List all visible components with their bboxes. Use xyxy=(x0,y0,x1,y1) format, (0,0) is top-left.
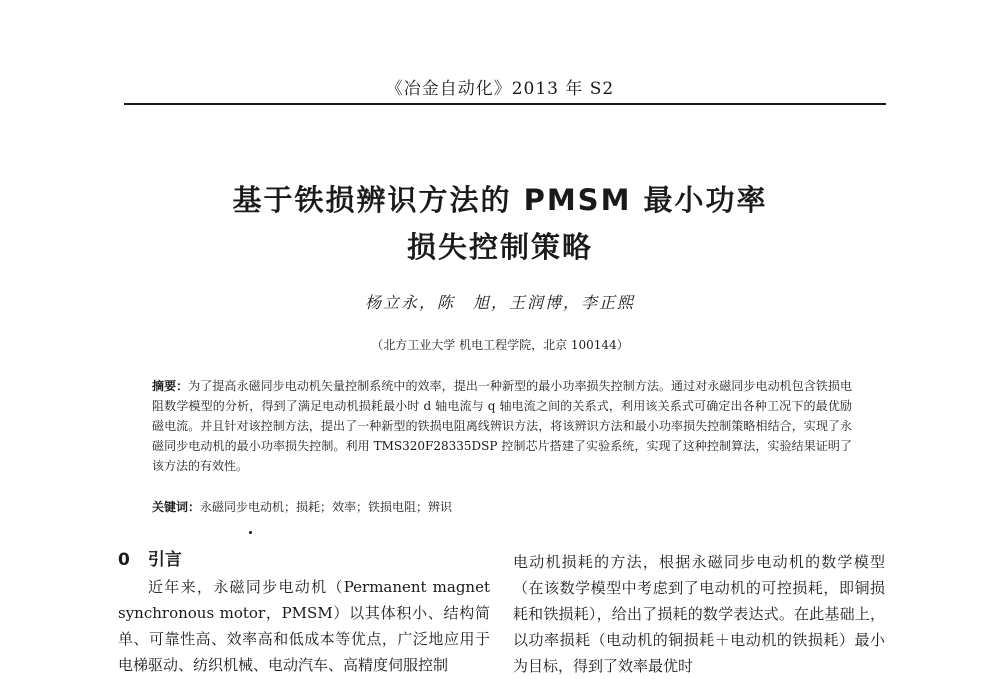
authors: 杨立永，陈 旭，王润博，李正熙 xyxy=(364,293,635,312)
abstract xyxy=(152,376,852,476)
affiliation: （北方工业大学 机电工程学院，北京 100144） xyxy=(371,338,629,352)
paper-title-line-1: 基于铁损辨识方法的 PMSM 最小功率 xyxy=(232,183,768,217)
scan-speck xyxy=(249,531,252,534)
abstract-text: 为了提高永磁同步电动机矢量控制系统中的效率，提出一种新型的最小功率损失控制方法。通过对永磁同步电动机包含铁损电阻数学模型的分析，得到了满足电动机损耗最小时 d 轴电流与 q 轴电流之间的关系式，利用该关系式可确定出各种工况下的最优励磁电流。并且针对该控制方法，提出了一种新型的铁损电阻离线辨识方法，将该辨识方法和最小功率损失控制策略相结合，实现了永磁同步电动机的最小功率损失控制。利用 TMS320F28335DSP 控制芯片搭建了实验系统，实现了这种控制算法，实验结果证明了该方法的有效性。 xyxy=(152,379,852,473)
keywords xyxy=(152,497,852,517)
section-title: 引言 xyxy=(147,550,182,570)
body-column-left: 近年来，永磁同步电动机（Permanent magnet synchronous motor，PMSM）以其体积小、结构简单、可靠性高、效率高和低成本等优点，广泛地应用于电梯驱动、纺织机械、电动汽车、高精度伺服控制 xyxy=(118,578,490,674)
keywords-label: 关键词： xyxy=(152,500,201,514)
journal-header: 《冶金自动化》2013 年 S2 xyxy=(385,79,615,99)
body-column-right: 电动机损耗的方法，根据永磁同步电动机的数学模型（在该数学模型中考虑到了电动机的可控损耗，即铜损耗和铁损耗），给出了损耗的数学表达式。在此基础上，以功率损耗（电动机的铜损耗＋电动机的铁损耗）最小为目标，得到了效率最优时 xyxy=(513,553,885,675)
header-rule xyxy=(124,103,886,105)
section-number: 0 xyxy=(118,550,130,570)
paper-title-line-2: 损失控制策略 xyxy=(406,230,593,264)
abstract-label: 摘要： xyxy=(152,379,189,393)
section-heading xyxy=(118,545,182,570)
keywords-text: 永磁同步电动机；损耗；效率；铁损电阻；辨识 xyxy=(200,500,453,514)
